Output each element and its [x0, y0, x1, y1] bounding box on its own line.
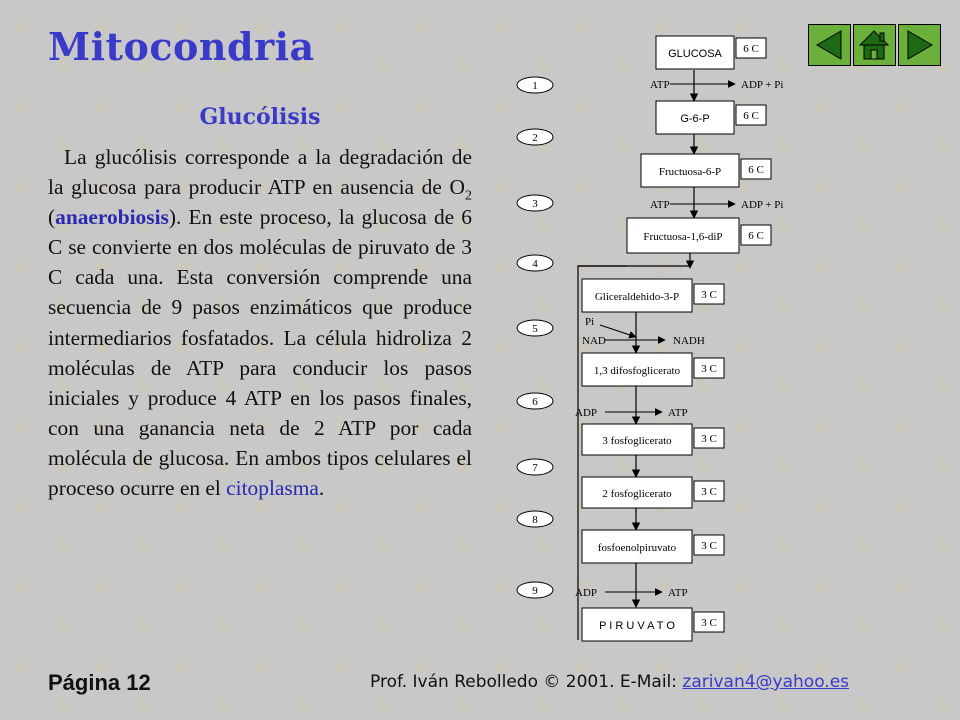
step-4 — [517, 255, 553, 271]
compound-label: 3 fosfoglicerato — [602, 435, 672, 447]
carbon-count: 6 C — [748, 164, 764, 176]
step-7 — [517, 459, 553, 475]
step-1 — [517, 77, 553, 93]
carbon-count: 6 C — [743, 43, 759, 55]
compound-label: Gliceraldehido-3-P — [594, 291, 680, 303]
compound-3-fosfoglicerato — [582, 424, 724, 455]
text-segment: La glucólisis corresponde a la degradación de la glucosa para producir ATP en ausencia de O — [48, 145, 472, 200]
adp-pi-label: ADP + Pi — [741, 199, 784, 211]
email-link[interactable]: zarivan4@yahoo.es — [682, 672, 850, 692]
carbon-count: 3 C — [701, 486, 717, 498]
step-1-label: 1 — [532, 80, 538, 92]
compound-g6p — [656, 101, 766, 134]
footer-credit — [370, 672, 849, 692]
atp-label: ATP — [668, 587, 688, 599]
step-2 — [517, 129, 553, 145]
compound-label: 2 fosfoglicerato — [602, 488, 672, 500]
compound-label: G-6-P — [680, 113, 710, 125]
compound-gliceraldehido-3-p — [582, 279, 724, 312]
compound-fructuosa-16-dip — [627, 218, 771, 253]
carbon-count: 3 C — [701, 363, 717, 375]
compound-label: Fructuosa-6-P — [658, 166, 722, 178]
nadh-label: NADH — [673, 335, 705, 347]
compound-fructuosa-6-p — [641, 154, 771, 187]
step-8 — [517, 511, 553, 527]
step-3 — [517, 195, 553, 211]
compound-label: P I R U V A T O — [599, 620, 675, 632]
step-2-label: 2 — [532, 132, 538, 144]
compound-label: GLUCOSA — [668, 48, 722, 60]
compound-13-difosfoglicerato — [582, 353, 724, 386]
step-3-label: 3 — [532, 198, 538, 210]
page-number: Página 12 — [48, 670, 151, 695]
compound-2-fosfoglicerato — [582, 477, 724, 508]
atp-label: ATP — [650, 199, 670, 211]
step-5 — [517, 320, 553, 336]
carbon-count: 6 C — [748, 230, 764, 242]
carbon-count: 3 C — [701, 617, 717, 629]
compound-label: fosfoenolpiruvato — [597, 542, 677, 554]
text-segment: ( — [48, 205, 56, 230]
carbon-count: 3 C — [701, 289, 717, 301]
anaerobiosis-term: anaerobiosis — [55, 205, 169, 230]
carbon-count: 6 C — [743, 110, 759, 122]
author-credit: Prof. Iván Rebolledo © 2001. E-Mail: — [370, 672, 683, 692]
atp-label: ATP — [650, 79, 670, 91]
carbon-count: 3 C — [701, 433, 717, 445]
step-markers — [517, 77, 553, 598]
step-4-label: 4 — [532, 258, 538, 270]
step-9 — [517, 582, 553, 598]
step-9-label: 9 — [532, 585, 538, 597]
text-segment: ). En este proceso, la glucosa de 6 C se convierte en dos moléculas de piruvato de 3 C cada una. Esta conversión comprende una secuencia de 9 pasos enzimáticos que produce intermediarios fosfatados. La célula hidroliza 2 moléculas de ATP para conducir los pasos iniciales y produce 4 ATP en los pasos finales, con una ganancia neta de 2 ATP por cada molécula de glucosa. En ambos tipos celulares el proceso ocurre en el — [48, 205, 472, 501]
compound-label: Fructuosa-1,6-diP — [643, 231, 723, 243]
citoplasma-term: citoplasma — [226, 476, 319, 501]
step-5-label: 5 — [532, 323, 538, 335]
o2-subscript: 2 — [465, 188, 472, 204]
compound-fosfoenolpiruvato — [582, 530, 724, 563]
nad-label: NAD — [582, 335, 606, 347]
step-6-label: 6 — [532, 396, 538, 408]
step-7-label: 7 — [532, 462, 538, 474]
adp-label: ADP — [575, 587, 598, 599]
adp-pi-label: ADP + Pi — [741, 79, 784, 91]
compound-piruvato — [582, 608, 724, 641]
compound-label: 1,3 difosfoglicerato — [593, 365, 681, 377]
pi-label: Pi — [585, 316, 595, 328]
atp-label: ATP — [668, 407, 688, 419]
carbon-count: 3 C — [701, 540, 717, 552]
text-segment: . — [318, 476, 325, 501]
step-8-label: 8 — [532, 514, 538, 526]
step-6 — [517, 393, 553, 409]
compound-glucosa — [656, 36, 766, 69]
adp-label: ADP — [575, 407, 598, 419]
page-title: Mitocondria — [48, 24, 315, 69]
section-subtitle: Glucólisis — [199, 104, 321, 130]
